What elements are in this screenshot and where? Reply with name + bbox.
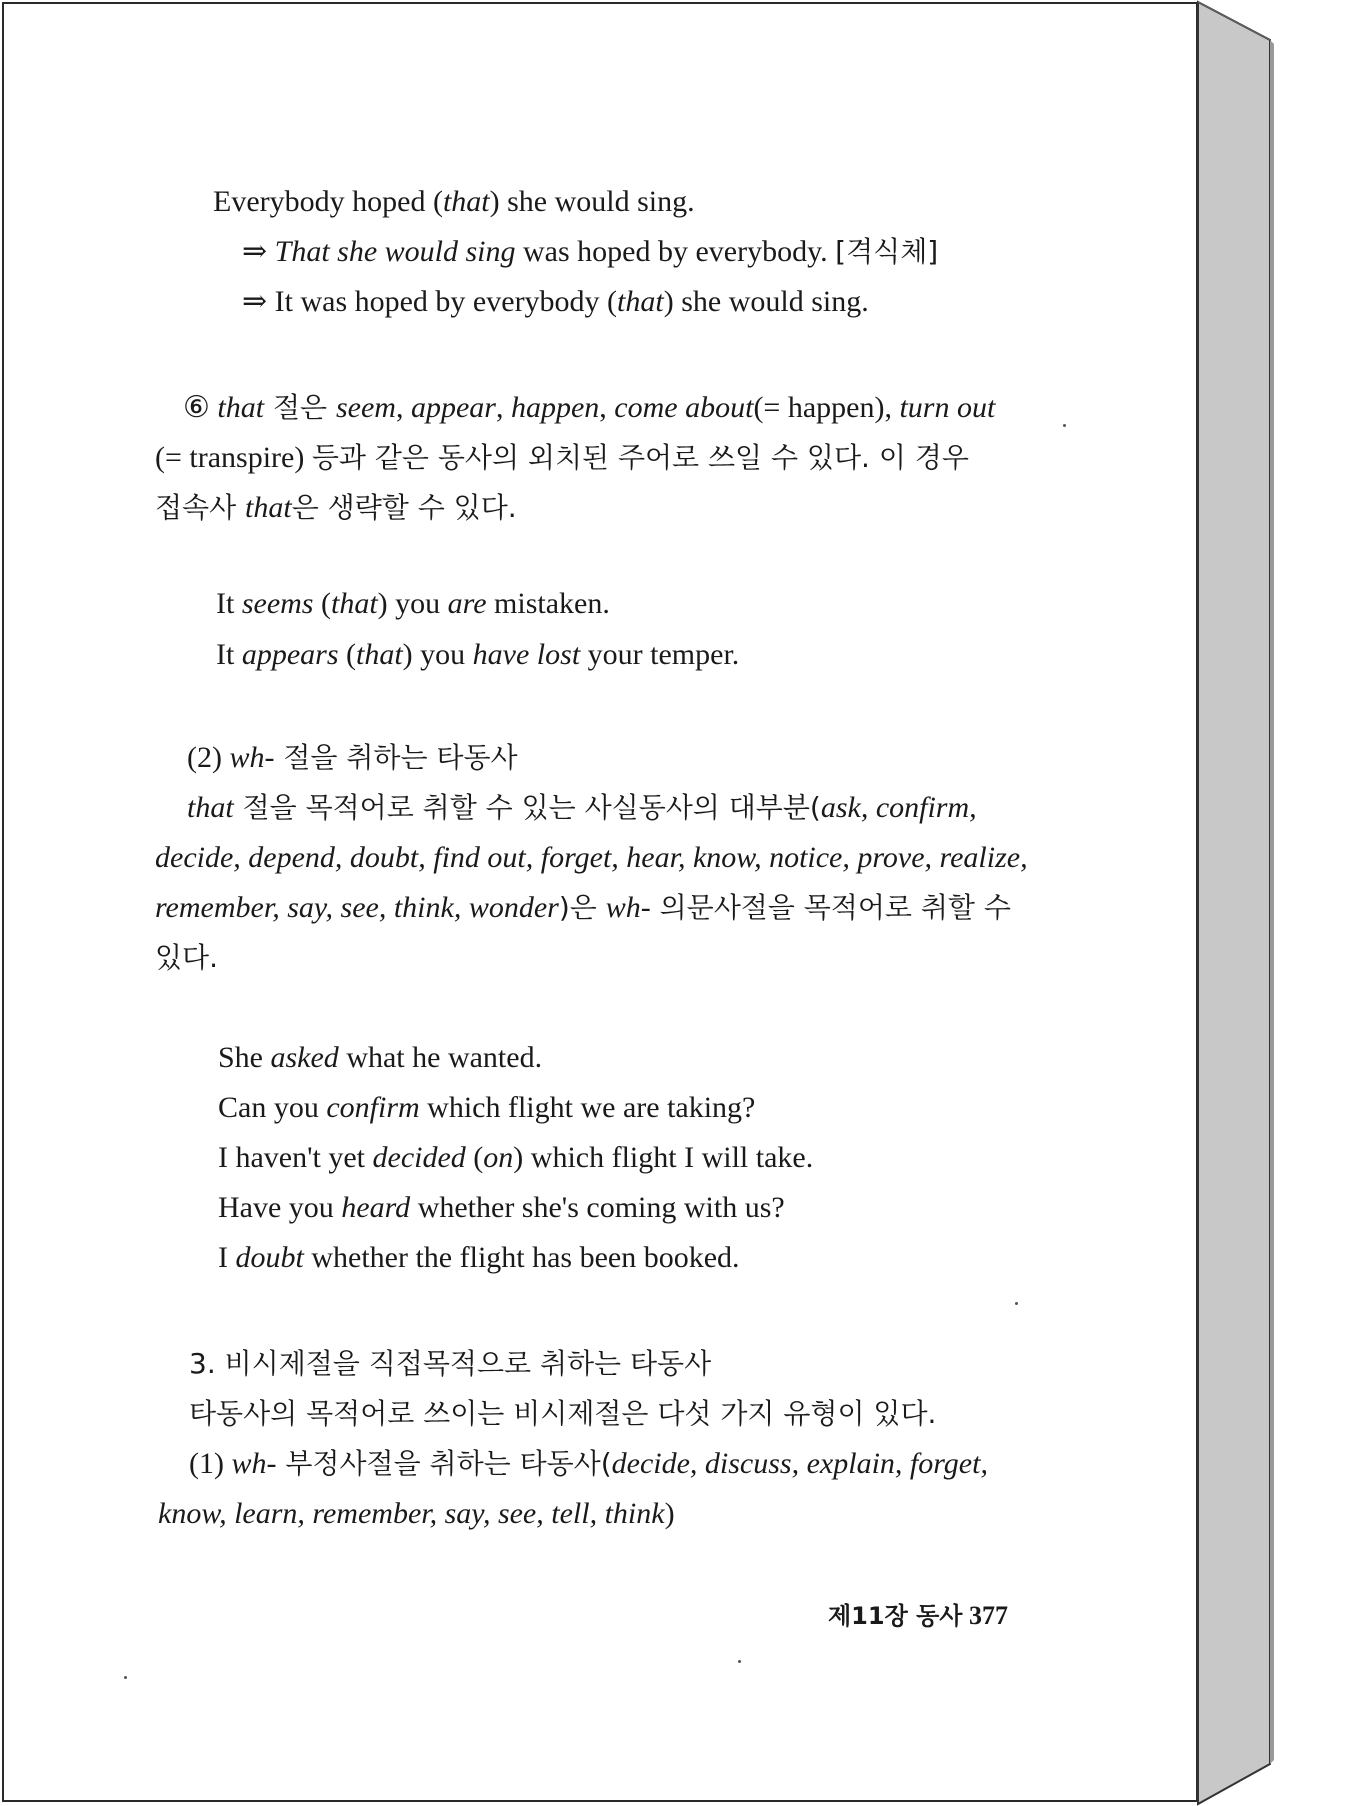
paragraph-line: [155, 490, 517, 526]
italic-text: confirm: [326, 1091, 420, 1124]
italic-text: know, learn, remember, say, see, tell, think: [158, 1497, 665, 1530]
italic-text: that: [617, 285, 664, 318]
paragraph-line: 있다.: [155, 941, 218, 974]
italic-text: happen: [510, 391, 600, 424]
text: ) she would sing.: [489, 185, 695, 218]
text: (1): [189, 1447, 232, 1480]
italic-text: that: [330, 587, 378, 620]
paragraph-line: [158, 1496, 675, 1532]
italic-text: remember, say, see, think, wonder: [155, 891, 559, 924]
text: ): [664, 1497, 675, 1530]
section-heading: 3. 비시제절을 직접목적으로 취하는 타동사: [189, 1347, 712, 1380]
text: which flight we are taking?: [419, 1091, 756, 1124]
scan-speck: [124, 1676, 127, 1679]
scan-speck: [1063, 424, 1066, 427]
italic-text: seems: [241, 587, 314, 620]
example-sentence: [242, 284, 869, 320]
text: (2): [187, 741, 230, 774]
italic-text: that: [217, 391, 265, 424]
text: ⇒ It was hoped by everybody (: [242, 285, 618, 318]
korean-text: 부정사절을 취하는 타동사(: [276, 1447, 612, 1480]
text: (: [338, 638, 356, 671]
italic-text: appears: [241, 638, 339, 671]
italic-text: asked: [270, 1041, 339, 1074]
example-sentence: [218, 1140, 813, 1176]
italic-text: wh-: [229, 741, 275, 774]
text: (: [465, 1141, 484, 1174]
text: whether she's coming with us?: [410, 1191, 785, 1224]
paragraph-line: 타동사의 목적어로 쓰이는 비시제절은 다섯 가지 유형이 있다.: [189, 1397, 937, 1430]
text: (: [313, 587, 331, 620]
italic-text: on: [483, 1141, 514, 1174]
italic-text: wh-: [605, 891, 651, 924]
text: I haven't yet: [218, 1141, 373, 1174]
text: was hoped by everybody.: [515, 235, 836, 268]
text: ,: [599, 391, 615, 424]
text: what he wanted.: [338, 1041, 543, 1074]
circled-number: ⑥: [183, 391, 210, 424]
italic-text: doubt: [235, 1241, 304, 1274]
italic-text: have lost: [472, 638, 581, 671]
example-sentence: [218, 1240, 740, 1276]
text: It: [216, 587, 242, 620]
page-footer: [828, 1596, 1008, 1631]
korean-text: 등과 같은 동사의 외치된 주어로 쓰일 수 있다. 이 경우: [311, 441, 969, 474]
korean-text: [격식체]: [835, 235, 939, 268]
text: I: [218, 1241, 236, 1274]
example-sentence: [216, 637, 739, 673]
korean-text: 절을 목적어로 취할 수 있는 사실동사의 대부분(: [233, 791, 821, 824]
paragraph-line: [189, 1446, 988, 1482]
text: whether the flight has been booked.: [303, 1241, 740, 1274]
paragraph-line: [155, 440, 969, 476]
chapter-label: 제11장 동사: [828, 1602, 963, 1630]
text: It: [216, 638, 242, 671]
text: (= happen),: [753, 391, 900, 424]
korean-text: )은: [558, 891, 606, 924]
arrow-text: ⇒: [242, 235, 275, 268]
example-sentence: [242, 234, 938, 270]
example-sentence: [218, 1190, 785, 1226]
scan-speck: [738, 1660, 741, 1663]
italic-text: are: [447, 587, 487, 620]
example-sentence: [216, 586, 610, 622]
text: Can you: [218, 1091, 327, 1124]
korean-text: 의문사절을 목적어로 취할 수: [650, 891, 1011, 924]
text: mistaken.: [486, 587, 610, 620]
italic-text: heard: [341, 1191, 411, 1224]
italic-text: come about: [614, 391, 754, 424]
text: Have you: [218, 1191, 342, 1224]
italic-text: ask, confirm,: [820, 791, 977, 824]
korean-text: 접속사: [155, 491, 246, 524]
italic-text: that: [245, 491, 292, 524]
italic-text: seem: [335, 391, 396, 424]
example-sentence: [218, 1040, 542, 1076]
paragraph-line: [155, 890, 1011, 926]
scan-speck: [1015, 1302, 1018, 1305]
italic-text: that: [187, 791, 234, 824]
italic-text: turn out: [899, 391, 996, 424]
text: ) she would sing.: [663, 285, 869, 318]
italic-text: that: [356, 638, 403, 671]
korean-text: 절은: [264, 391, 336, 424]
text: ,: [495, 391, 511, 424]
section-heading: [187, 740, 518, 776]
italic-text: decided: [372, 1141, 466, 1174]
italic-text: wh-: [231, 1447, 277, 1480]
italic-text: that: [442, 185, 490, 218]
korean-text: 절을 취하는 타동사: [274, 741, 518, 774]
text: ) you: [402, 638, 473, 671]
page-number: 377: [969, 1601, 1008, 1630]
text: ) which flight I will take.: [513, 1141, 814, 1174]
italic-text: That she would sing: [274, 235, 516, 268]
text: ) you: [377, 587, 448, 620]
text: your temper.: [580, 638, 740, 671]
korean-text: 은 생략할 수 있다.: [291, 491, 517, 524]
italic-text: appear: [410, 391, 496, 424]
text: Everybody hoped (: [213, 185, 443, 218]
example-sentence: [218, 1090, 755, 1126]
paragraph-line: decide, depend, doubt, find out, forget, hear, know, notice, prove, realize,: [155, 841, 1028, 874]
paragraph-line: [183, 390, 995, 426]
paragraph-line: [187, 790, 977, 826]
text: She: [218, 1041, 271, 1074]
text: (= transpire): [155, 441, 312, 474]
italic-text: decide, discuss, explain, forget,: [611, 1447, 988, 1480]
example-sentence: [213, 184, 695, 220]
text: ,: [395, 391, 411, 424]
